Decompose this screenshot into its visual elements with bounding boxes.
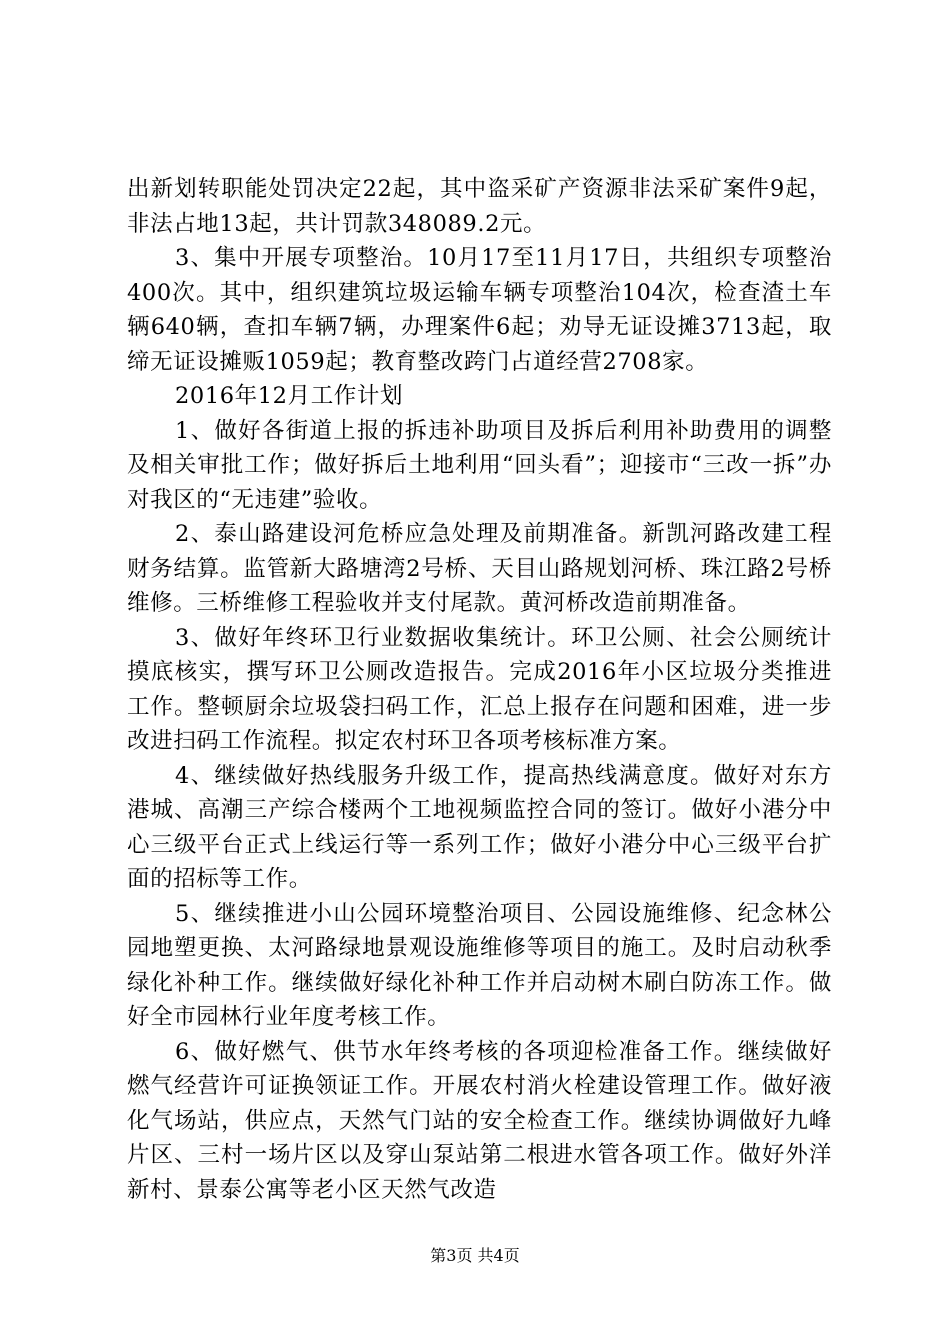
paragraph-2: 3、集中开展专项整治。10月17至11月17日，共组织专项整治400次。其中，组织建筑垃圾运输车辆专项整治104次，检查渣土车辆640辆，查扣车辆7辆，办理案件6起；劝导无证设摊3713起，取缔无证设摊贩1059起；教育整改跨门占道经营2708家。 (127, 245, 832, 375)
document-body (127, 172, 832, 1207)
paragraph-plan-4: 4、继续做好热线服务升级工作，提高热线满意度。做好对东方港城、高潮三产综合楼两个工地视频监控合同的签订。做好小港分中心三级平台正式上线运行等一系列工作；做好小港分中心三级平台扩面的招标等工作。 (127, 762, 832, 892)
section-heading: 2016年12月工作计划 (175, 383, 404, 409)
paragraph-plan-5: 5、继续推进小山公园环境整治项目、公园设施维修、纪念林公园地塑更换、太河路绿地景观设施维修等项目的施工。及时启动秋季绿化补种工作。继续做好绿化补种工作并启动树木刷白防冻工作。做好全市园林行业年度考核工作。 (127, 900, 832, 1030)
paragraph-plan-1: 1、做好各街道上报的拆违补助项目及拆后利用补助费用的调整及相关审批工作；做好拆后土地利用“回头看”；迎接市“三改一拆”办对我区的“无违建”验收。 (127, 417, 832, 513)
page-footer: 第3页 共4页 (430, 1246, 520, 1265)
paragraph-1: 出新划转职能处罚决定22起，其中盗采矿产资源非法采矿案件9起，非法占地13起，共计罚款348089.2元。 (127, 176, 832, 237)
paragraph-plan-3: 3、做好年终环卫行业数据收集统计。环卫公厕、社会公厕统计摸底核实，撰写环卫公厕改造报告。完成2016年小区垃圾分类推进工作。整顿厨余垃圾袋扫码工作，汇总上报存在问题和困难，进一步改进扫码工作流程。拟定农村环卫各项考核标准方案。 (127, 624, 832, 754)
paragraph-plan-2: 2、泰山路建设河危桥应急处理及前期准备。新凯河路改建工程财务结算。监管新大路塘湾2号桥、天目山路规划河桥、珠江路2号桥维修。三桥维修工程验收并支付尾款。黄河桥改造前期准备。 (127, 521, 832, 616)
paragraph-plan-6: 6、做好燃气、供节水年终考核的各项迎检准备工作。继续做好燃气经营许可证换领证工作。开展农村消火栓建设管理工作。做好液化气场站，供应点，天然气门站的安全检查工作。继续协调做好九峰片区、三村一场片区以及穿山泵站第二根进水管各项工作。做好外洋新村、景泰公寓等老小区天然气改造 (127, 1038, 832, 1203)
